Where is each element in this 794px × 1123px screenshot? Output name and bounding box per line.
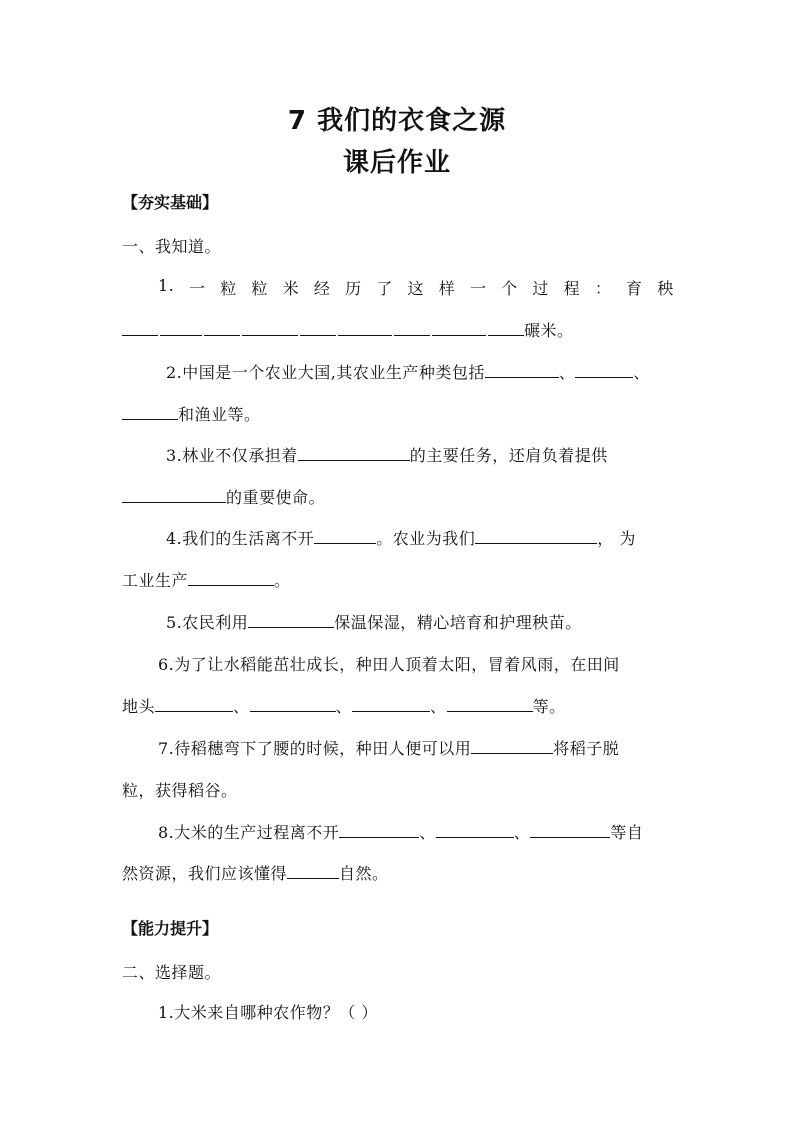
answer-blank[interactable] [471, 739, 553, 754]
answer-blank[interactable] [155, 697, 233, 712]
question-7-line-2: 粒，获得稻谷。 [122, 781, 238, 800]
answer-blank[interactable] [204, 321, 240, 336]
answer-blank[interactable] [188, 571, 274, 586]
answer-blank[interactable] [575, 363, 633, 378]
answer-blank[interactable] [488, 321, 524, 336]
answer-blank[interactable] [338, 321, 392, 336]
question-6-line-1: 6.为了让水稻能茁壮成长，种田人顶着太阳，冒着风雨，在田间 [158, 655, 620, 674]
answer-blank[interactable] [475, 529, 597, 544]
answer-blank[interactable] [122, 321, 158, 336]
answer-blank[interactable] [242, 321, 298, 336]
question-4-line-2: 工业生产 。 [122, 571, 291, 590]
part-two-heading: 二、选择题。 [122, 963, 222, 982]
answer-blank[interactable] [352, 697, 430, 712]
question-3-line-1: 3.林业不仅承担着 的主要任务，还肩负着提供 [166, 446, 608, 465]
multiple-choice-question-1: 1.大米来自哪种农作物？（ ） [158, 1003, 378, 1022]
answer-blank[interactable] [432, 321, 486, 336]
answer-blank[interactable] [394, 321, 430, 336]
answer-blank[interactable] [298, 446, 410, 461]
answer-blank[interactable] [314, 529, 376, 544]
answer-blank[interactable] [287, 864, 339, 879]
answer-blank[interactable] [436, 823, 514, 838]
answer-blank[interactable] [300, 321, 336, 336]
question-8-line-2: 然资源，我们应该懂得 自然。 [122, 864, 389, 883]
answer-blank[interactable] [250, 697, 336, 712]
section-heading-basics: 【夯实基础】 [122, 193, 219, 212]
question-4-line-1: 4.我们的生活离不开 。农业为我们 ， 为 [166, 529, 636, 548]
answer-blank[interactable] [122, 405, 178, 420]
answer-blank[interactable] [530, 823, 610, 838]
worksheet-subtitle: 课后作业 [342, 148, 451, 178]
part-one-heading: 一、我知道。 [122, 237, 222, 256]
answer-blank[interactable] [160, 321, 202, 336]
question-5-line: 5.农民利用 保温保湿，精心培育和护理秧苗。 [166, 613, 582, 632]
question-1-line-2: 碾米。 [122, 318, 574, 341]
question-1-line-1: 1. 一 粒 粒 米 经 历 了 这 样 一 个 过 程 ： 育 秧 [158, 276, 674, 298]
answer-blank[interactable] [339, 823, 419, 838]
answer-blank[interactable] [248, 613, 334, 628]
section-heading-improvement: 【能力提升】 [122, 919, 219, 938]
question-6-line-2: 地头 、 、 、 等。 [122, 697, 566, 716]
question-7-line-1: 7.待稻穗弯下了腰的时候，种田人便可以用 将稻子脱 [158, 739, 620, 758]
lesson-title: 7 我们的衣食之源 [287, 106, 507, 136]
question-3-line-2: 的重要使命。 [122, 485, 325, 508]
answer-blank[interactable] [122, 488, 226, 503]
question-2-line-1: 2.中国是一个农业大国,其农业生产种类包括 、 、 [166, 363, 650, 382]
answer-blank[interactable] [485, 363, 559, 378]
question-2-line-2: 和渔业等。 [122, 402, 261, 425]
question-8-line-1: 8.大米的生产过程离不开 、 、 等自 [158, 823, 644, 842]
answer-blank[interactable] [447, 697, 533, 712]
